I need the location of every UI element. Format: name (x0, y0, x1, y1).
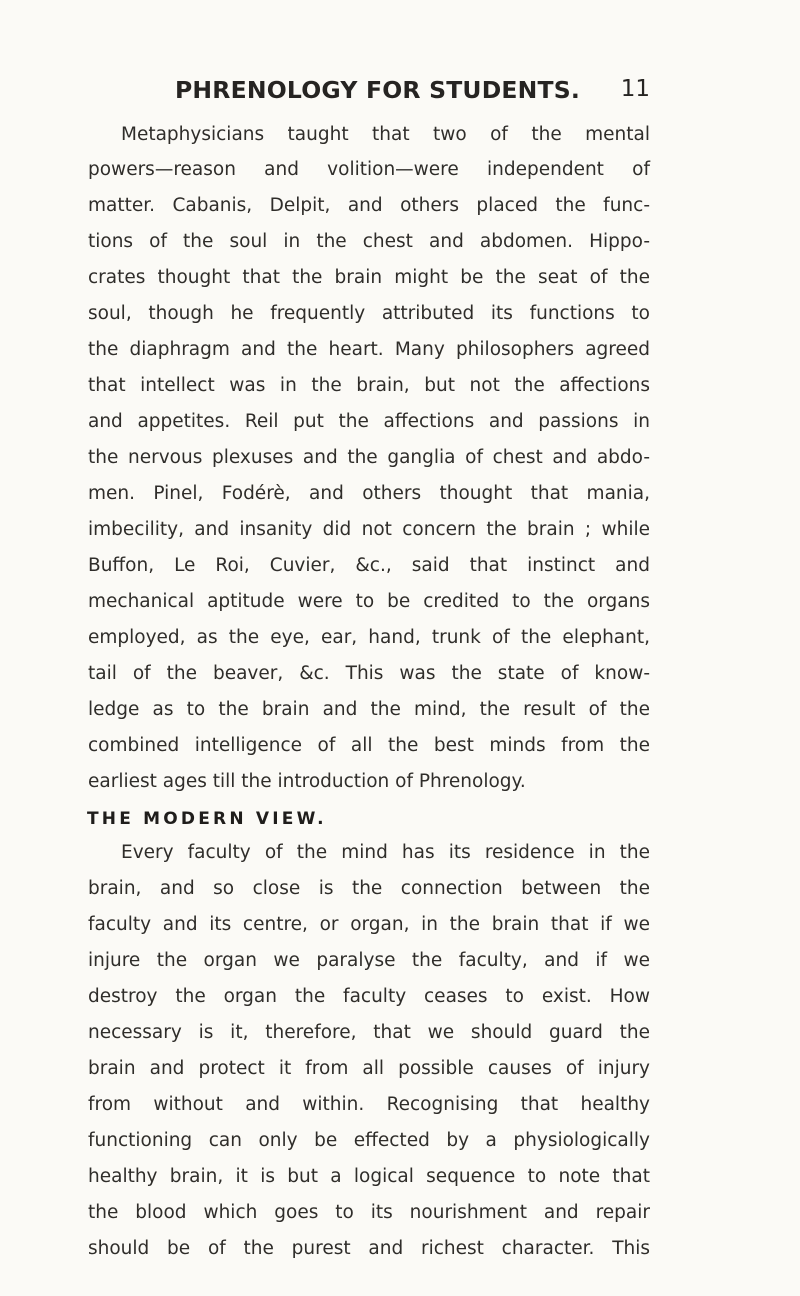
text-line: and appetites. Reil put the affections and passions in (88, 411, 650, 432)
text-line: Buffon, Le Roi, Cuvier, &c., said that instinct and (88, 555, 650, 576)
text-line: matter. Cabanis, Delpit, and others placed the func- (88, 195, 650, 216)
text-line: powers—reason and volition—were independent of (88, 159, 650, 180)
text-line: imbecility, and insanity did not concern the brain ; while (88, 519, 650, 540)
running-header (175, 76, 650, 110)
text-line: from without and within. Recognising that healthy (88, 1094, 650, 1115)
text-line: Every faculty of the mind has its residence in the (121, 842, 650, 863)
text-line: mechanical aptitude were to be credited to the organs (88, 591, 650, 612)
section-heading: THE MODERN VIEW. (87, 809, 327, 829)
text-line: the blood which goes to its nourishment and repair (88, 1202, 650, 1223)
text-line: brain, and so close is the connection between the (88, 878, 650, 899)
text-line: that intellect was in the brain, but not the affections (88, 375, 650, 396)
running-title: PHRENOLOGY FOR STUDENTS. (175, 76, 581, 104)
text-line: Metaphysicians taught that two of the mental (121, 124, 650, 145)
page-number: 11 (620, 76, 650, 102)
text-line: ledge as to the brain and the mind, the result of the (88, 699, 650, 720)
text-line: employed, as the eye, ear, hand, trunk of the elephant, (88, 627, 650, 648)
text-line: necessary is it, therefore, that we should guard the (88, 1022, 650, 1043)
text-line: soul, though he frequently attributed its functions to (88, 303, 650, 324)
text-line: tail of the beaver, &c. This was the state of know- (88, 663, 650, 684)
text-line: combined intelligence of all the best minds from the (88, 735, 650, 756)
text-line: men. Pinel, Fodérè, and others thought that mania, (88, 483, 650, 504)
text-line: earliest ages till the introduction of Phrenology. (88, 771, 526, 792)
text-line: healthy brain, it is but a logical sequence to note that (88, 1166, 650, 1187)
text-line: crates thought that the brain might be the seat of the (88, 267, 650, 288)
text-line: faculty and its centre, or organ, in the brain that if we (88, 914, 650, 935)
text-line: should be of the purest and richest character. This (88, 1238, 650, 1259)
text-line: tions of the soul in the chest and abdomen. Hippo- (88, 231, 650, 252)
text-line: brain and protect it from all possible causes of injury (88, 1058, 650, 1079)
text-line: functioning can only be effected by a physiologically (88, 1130, 650, 1151)
text-line: the nervous plexuses and the ganglia of chest and abdo- (88, 447, 650, 468)
text-line: injure the organ we paralyse the faculty, and if we (88, 950, 650, 971)
text-line: the diaphragm and the heart. Many philosophers agreed (88, 339, 650, 360)
text-line: destroy the organ the faculty ceases to exist. How (88, 986, 650, 1007)
